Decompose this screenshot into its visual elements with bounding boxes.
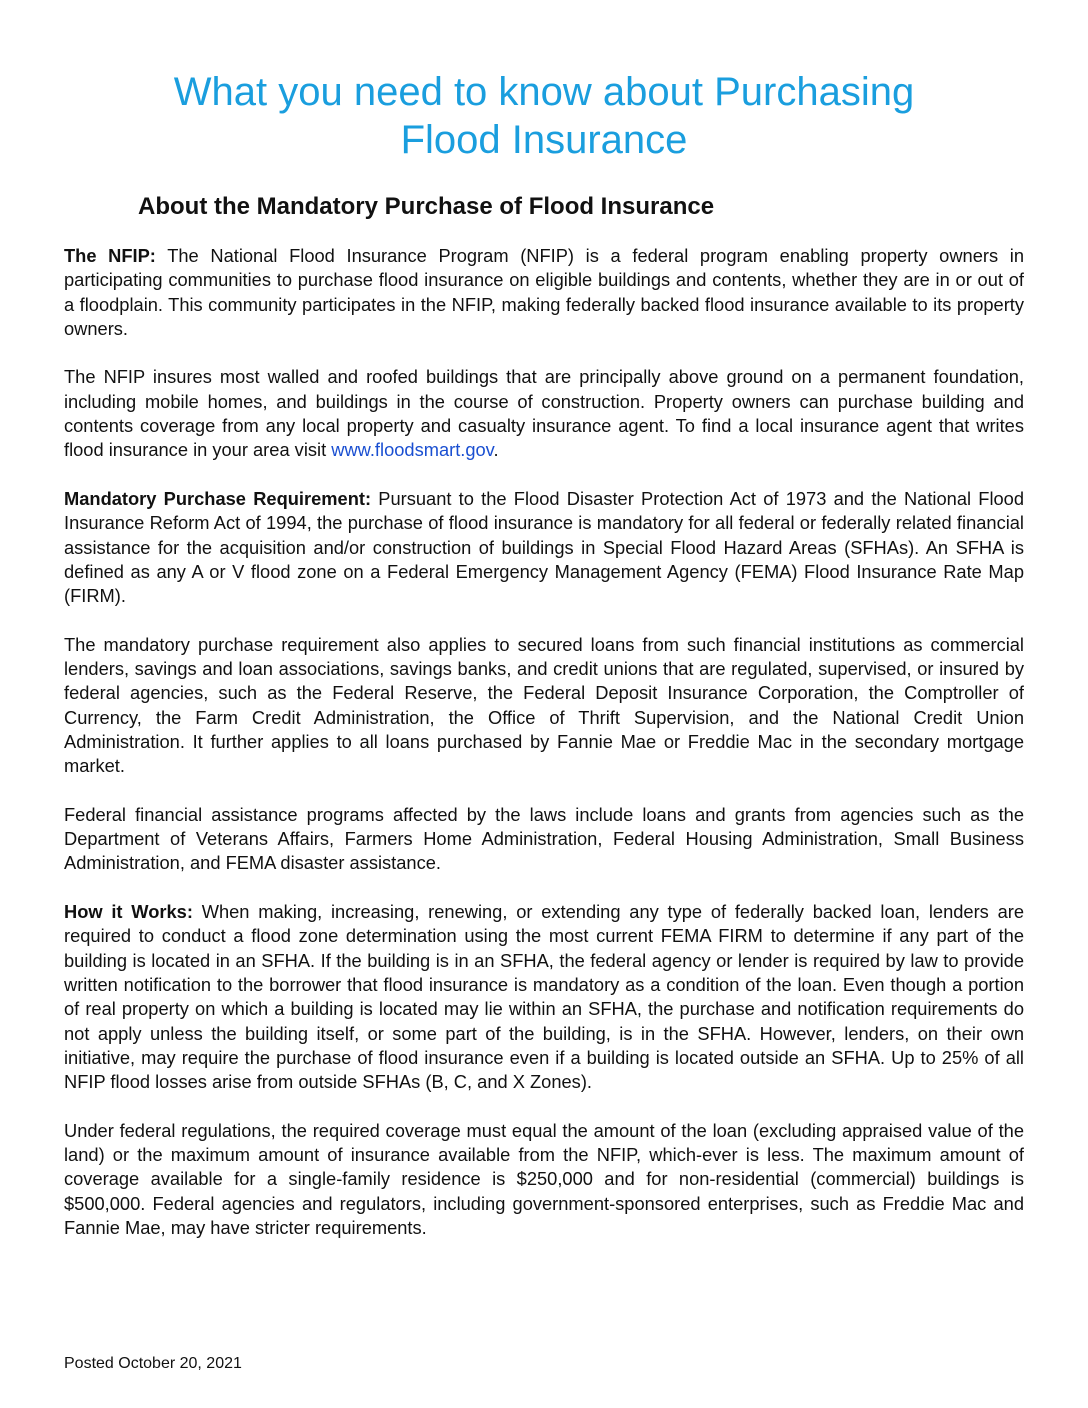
paragraph-text-insures-end: . bbox=[493, 439, 499, 461]
paragraph-regulations: Under federal regulations, the required coverage must equal the amount of the loan (excluding appraised value of the land) or the maximum amount of insurance available from the NFIP, which-ever is less. The maximum amount of coverage available for a single-family residence is $250,000 and for non-residential (commercial) buildings is $500,000. Federal agencies and regulators, including government-sponsored enterprises, such as Freddie Mac and Fannie Mae, may have stricter requirements. bbox=[64, 1119, 1024, 1238]
paragraph-secured-loans: The mandatory purchase requirement also applies to secured loans from such financial institutions as commercial lenders, savings and loan associations, savings banks, and credit unions that are regulated, supervised, or insured by federal agencies, such as the Federal Reserve, the Federal Deposit Insurance Corporation, the Comptroller of Currency, the Farm Credit Administration, the Office of Thrift Supervision, and the National Credit Union Administration. It further applies to all loans purchased by Fannie Mae or Freddie Mac in the secondary mortgage market. bbox=[64, 633, 1024, 777]
paragraph-text-how-it-works: When making, increasing, renewing, or extending any type of federally backed loan, lenders are required to conduct a flood zone determination using the most current FEMA FIRM to determine if any part of the building is located in an SFHA. If the building is in an SFHA, the federal agency or lender is required by law to provide written notification to the borrower that flood insurance is mandatory as a condition of the loan. Even though a portion of real property on which a building is located may lie within an SFHA, the purchase and notification requirements do not apply unless the building itself, or some part of the building, is in the SFHA. However, lenders, on their own initiative, may require the purchase of flood insurance even if a building is located outside an SFHA. Up to 25% of all NFIP flood losses arise from outside SFHAs (B, C, and X Zones). bbox=[64, 901, 1024, 1093]
paragraph-mandatory bbox=[64, 487, 1024, 608]
paragraph-text-mandatory: Pursuant to the Flood Disaster Protection Act of 1973 and the National Flood Insurance Reform Act of 1994, the purchase of flood insurance is mandatory for all federal or federally related financial assistance for the acquisition and/or construction of buildings in Special Flood Hazard Areas (SFHAs). An SFHA is defined as any A or V flood zone on a Federal Emergency Management Agency (FEMA) Flood Insurance Rate Map (FIRM). bbox=[64, 487, 1025, 607]
page-title bbox=[60, 68, 1028, 164]
paragraph-nfip bbox=[64, 244, 1024, 341]
paragraph-insures bbox=[64, 365, 1024, 462]
paragraph-text-nfip: The National Flood Insurance Program (NFIP) is a federal program enabling property owners in participating communities to purchase flood insurance on eligible buildings and contents, whether they are in or out of a floodplain. This community participates in the NFIP, making federally backed flood insurance available to its property owners. bbox=[64, 245, 1024, 339]
section-heading: About the Mandatory Purchase of Flood Insurance bbox=[138, 193, 715, 220]
paragraph-lead-how-it-works: How it Works: bbox=[64, 901, 193, 923]
paragraph-lead-nfip: The NFIP: bbox=[64, 245, 156, 266]
floodsmart-link[interactable]: www.floodsmart.gov bbox=[331, 439, 494, 461]
paragraph-how-it-works bbox=[64, 900, 1024, 1094]
page-title-line-1: What you need to know about Purchasing bbox=[173, 70, 915, 114]
paragraph-assistance: Federal financial assistance programs affected by the laws include loans and grants from agencies such as the Department of Veterans Affairs, Farmers Home Administration, Federal Housing Administration, Small Business Administration, and FEMA disaster assistance. bbox=[64, 803, 1024, 874]
posted-date: Posted October 20, 2021 bbox=[64, 1355, 242, 1372]
paragraph-lead-mandatory: Mandatory Purchase Requirement: bbox=[64, 487, 372, 509]
paragraph-text-insures: The NFIP insures most walled and roofed buildings that are principally above ground on a permanent foundation, including mobile homes, and buildings in the course of construction. Property owners can purchase building and contents coverage from any local property and casualty insurance agent. To find a local insurance agent that writes flood insurance in your area visit bbox=[64, 366, 1024, 461]
document-body bbox=[64, 244, 1024, 1264]
page-title-line-2: Flood Insurance bbox=[400, 118, 688, 162]
